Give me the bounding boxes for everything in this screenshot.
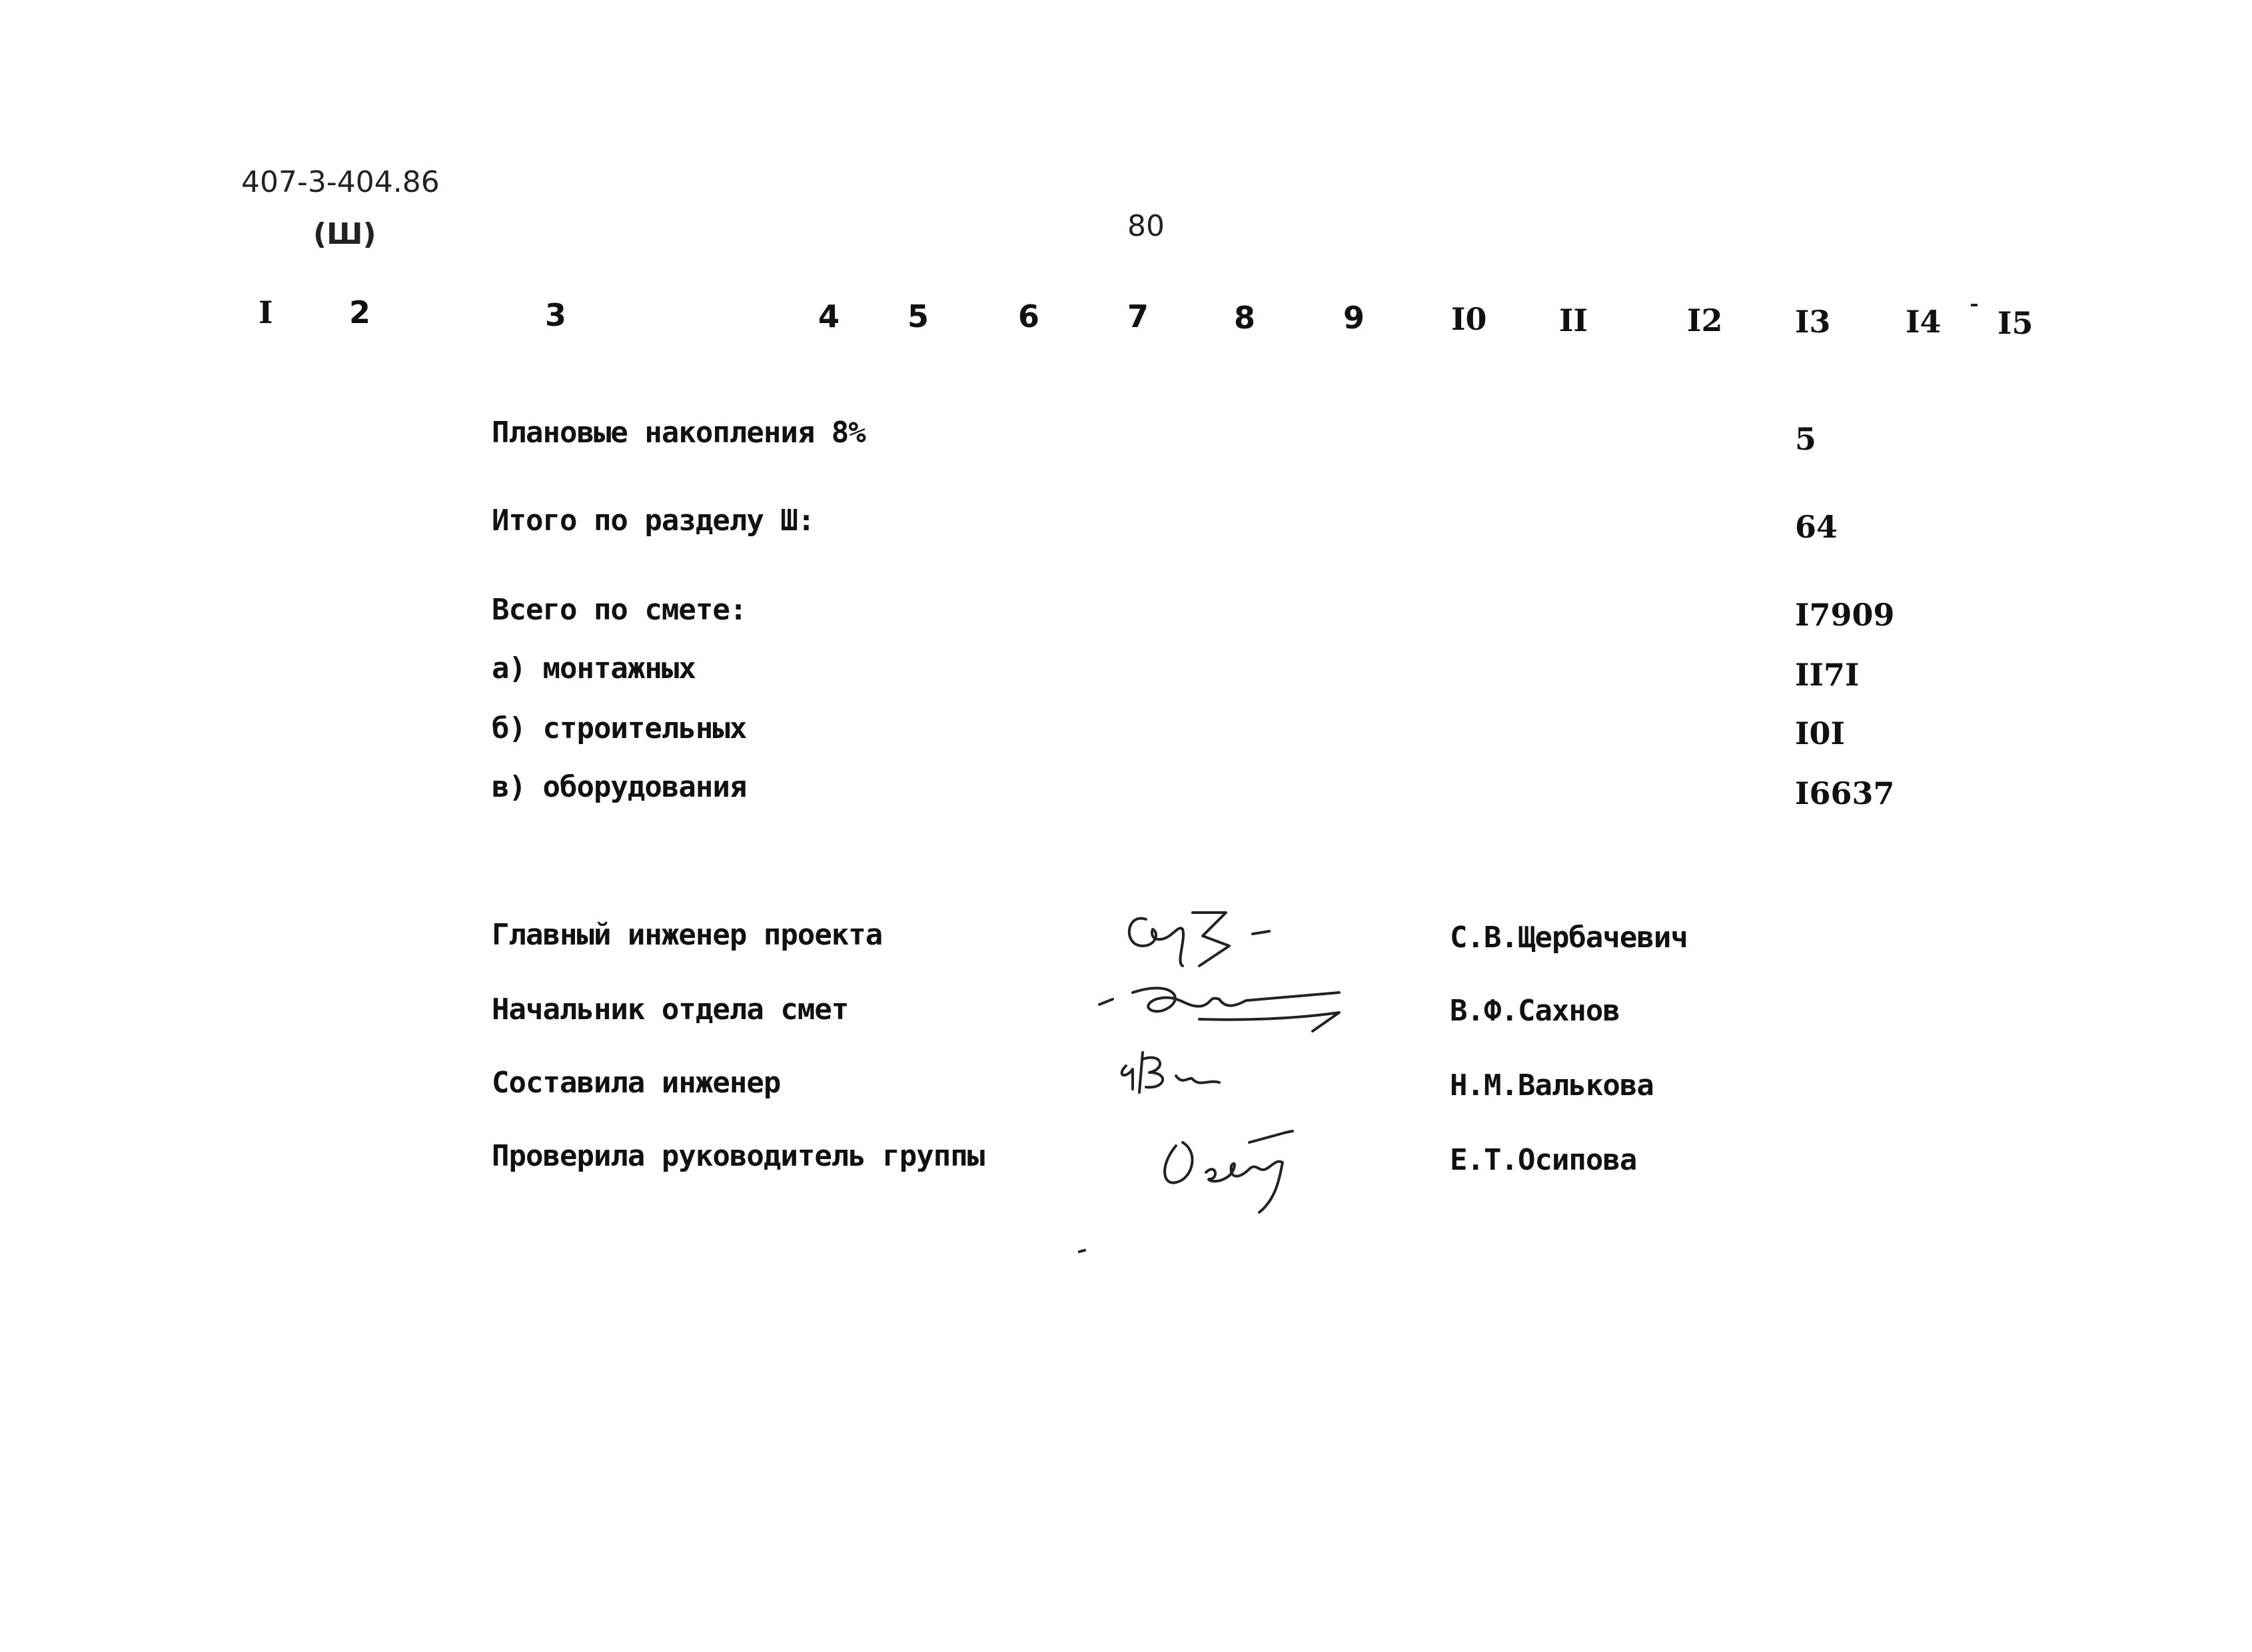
column-number: 3 <box>545 297 567 333</box>
row-value: 5 <box>1795 421 1817 457</box>
column-number: I3 <box>1795 304 1831 340</box>
row-label: б) строительных <box>492 711 747 745</box>
column-number: I <box>259 294 273 330</box>
column-number: 9 <box>1343 300 1365 336</box>
row-value: I7909 <box>1795 597 1895 633</box>
signatory-name: В.Ф.Сахнов <box>1450 994 1620 1028</box>
column-number: 5 <box>907 298 929 334</box>
scan-mark <box>1971 304 1977 306</box>
column-number: I0 <box>1451 301 1487 337</box>
signatory-role: Составила инженер <box>492 1066 781 1100</box>
row-label: Всего по смете: <box>492 593 747 627</box>
handwritten-signature <box>1113 1039 1246 1112</box>
scan-mark <box>1078 1249 1087 1254</box>
column-number: 4 <box>818 298 840 334</box>
signatory-role: Проверила руководитель группы <box>492 1139 985 1173</box>
column-number: I2 <box>1687 302 1723 338</box>
row-value: 64 <box>1795 509 1838 545</box>
row-value: II7I <box>1795 657 1860 693</box>
signatory-role: Главный инженер проекта <box>492 918 883 952</box>
handwritten-signature <box>1153 1112 1353 1219</box>
row-value: I0I <box>1795 715 1846 751</box>
signatory-role: Начальник отдела смет <box>492 993 849 1027</box>
signatory-name: Е.Т.Осипова <box>1450 1143 1637 1177</box>
column-number: 2 <box>349 294 371 330</box>
row-value: I6637 <box>1795 775 1895 811</box>
column-number: I5 <box>1997 305 2033 341</box>
row-label: а) монтажных <box>492 651 696 685</box>
column-number: 6 <box>1018 298 1040 334</box>
section-mark: (Ш) <box>313 217 376 251</box>
handwritten-signature <box>1119 899 1306 973</box>
document-code: 407-3-404.86 <box>241 165 440 199</box>
signatory-name: Н.М.Валькова <box>1450 1068 1654 1102</box>
column-number: II <box>1559 302 1588 338</box>
column-number: I4 <box>1906 304 1942 340</box>
column-number: 8 <box>1234 300 1256 336</box>
page-number: 80 <box>1127 209 1165 243</box>
column-number: 7 <box>1127 298 1149 334</box>
row-label: Итого по разделу Ш: <box>492 504 815 538</box>
row-label: Плановые накопления 8% <box>492 416 865 450</box>
row-label: в) оборудования <box>492 770 747 804</box>
signatory-name: С.В.Щербачевич <box>1450 921 1688 955</box>
